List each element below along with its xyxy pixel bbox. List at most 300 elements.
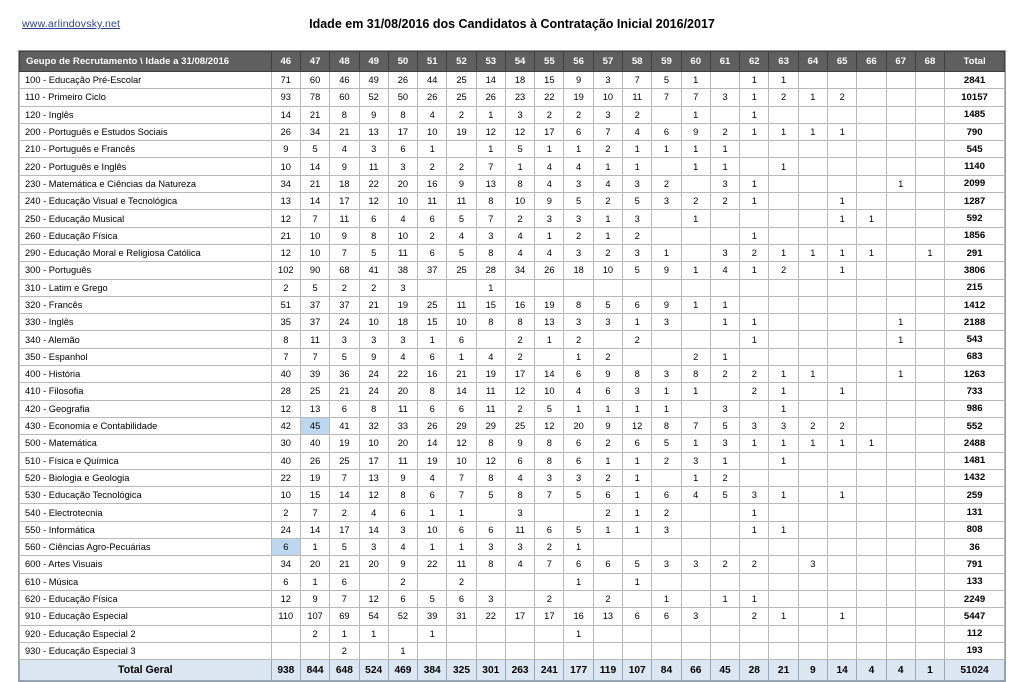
- cell-age-64: [798, 487, 827, 504]
- table-row: [20, 539, 1005, 556]
- cell-age-55: 4: [535, 175, 564, 192]
- cell-age-67: [886, 141, 915, 158]
- cell-age-51: 16: [418, 366, 447, 383]
- cell-age-55: [535, 348, 564, 365]
- cell-age-48: 4: [330, 141, 359, 158]
- cell-age-67: [886, 573, 915, 590]
- cell-age-54: 2: [505, 400, 534, 417]
- column-header-age-51: 51: [418, 52, 447, 72]
- cell-age-51: 25: [418, 296, 447, 313]
- cell-age-60: [681, 521, 710, 538]
- cell-age-64: 1: [798, 123, 827, 140]
- cell-age-53: 8: [476, 435, 505, 452]
- cell-age-60: 3: [681, 556, 710, 573]
- cell-age-62: 1: [740, 504, 769, 521]
- cell-age-50: 10: [388, 227, 417, 244]
- cell-age-68: [915, 452, 944, 469]
- row-total: 215: [945, 279, 1005, 296]
- cell-age-63: [769, 227, 798, 244]
- cell-age-65: 1: [828, 210, 857, 227]
- cell-age-65: [828, 296, 857, 313]
- row-total: 2188: [945, 314, 1005, 331]
- site-link[interactable]: www.arlindovsky.net: [22, 18, 121, 30]
- cell-age-65: 1: [828, 608, 857, 625]
- cell-age-64: [798, 590, 827, 607]
- column-header-age-65: 65: [828, 52, 857, 72]
- table-row: [20, 158, 1005, 175]
- cell-age-48: 36: [330, 366, 359, 383]
- column-header-age-60: 60: [681, 52, 710, 72]
- cell-age-53: 1: [476, 279, 505, 296]
- cell-age-58: 1: [623, 141, 652, 158]
- cell-age-60: [681, 400, 710, 417]
- cell-age-51: 15: [418, 314, 447, 331]
- cell-age-50: 4: [388, 210, 417, 227]
- cell-age-63: 1: [769, 244, 798, 261]
- cell-age-68: [915, 106, 944, 123]
- cell-age-66: [857, 504, 886, 521]
- cell-age-58: [623, 625, 652, 642]
- row-total: 1263: [945, 366, 1005, 383]
- column-header-age-58: 58: [623, 52, 652, 72]
- cell-age-54: 1: [505, 158, 534, 175]
- cell-age-58: 1: [623, 521, 652, 538]
- cell-age-58: 5: [623, 193, 652, 210]
- cell-age-66: [857, 158, 886, 175]
- cell-age-67: [886, 383, 915, 400]
- cell-age-68: [915, 504, 944, 521]
- cell-age-50: 11: [388, 400, 417, 417]
- cell-age-60: 1: [681, 435, 710, 452]
- cell-age-66: [857, 590, 886, 607]
- cell-age-56: [564, 590, 593, 607]
- cell-age-54: 6: [505, 452, 534, 469]
- cell-age-59: 1: [652, 400, 681, 417]
- cell-age-63: 2: [769, 262, 798, 279]
- cell-age-55: 6: [535, 521, 564, 538]
- cell-age-50: 20: [388, 175, 417, 192]
- row-label: 320 - Francês: [20, 296, 272, 313]
- cell-age-66: [857, 227, 886, 244]
- cell-age-68: [915, 590, 944, 607]
- cell-age-66: [857, 348, 886, 365]
- cell-age-51: [418, 642, 447, 659]
- cell-age-53: [476, 642, 505, 659]
- row-total: 1140: [945, 158, 1005, 175]
- cell-age-59: 3: [652, 556, 681, 573]
- cell-age-64: 1: [798, 366, 827, 383]
- footer-total-age-51: 384: [418, 660, 447, 681]
- cell-age-68: [915, 158, 944, 175]
- cell-age-55: 10: [535, 383, 564, 400]
- cell-age-59: 9: [652, 296, 681, 313]
- cell-age-68: [915, 556, 944, 573]
- row-label: 610 - Música: [20, 573, 272, 590]
- cell-age-49: 52: [359, 89, 388, 106]
- cell-age-47: 11: [300, 331, 329, 348]
- cell-age-52: 7: [447, 469, 476, 486]
- cell-age-67: [886, 348, 915, 365]
- cell-age-57: 7: [593, 123, 622, 140]
- cell-age-57: 3: [593, 314, 622, 331]
- cell-age-53: 1: [476, 141, 505, 158]
- cell-age-57: 2: [593, 590, 622, 607]
- row-label: 200 - Português e Estudos Sociais: [20, 123, 272, 140]
- cell-age-62: 1: [740, 314, 769, 331]
- cell-age-46: 2: [271, 504, 300, 521]
- cell-age-47: 19: [300, 469, 329, 486]
- cell-age-63: [769, 539, 798, 556]
- cell-age-55: 14: [535, 366, 564, 383]
- cell-age-47: 14: [300, 193, 329, 210]
- cell-age-61: 3: [710, 244, 739, 261]
- cell-age-46: 12: [271, 210, 300, 227]
- cell-age-51: 6: [418, 348, 447, 365]
- column-header-age-64: 64: [798, 52, 827, 72]
- row-total: 133: [945, 573, 1005, 590]
- cell-age-53: 8: [476, 469, 505, 486]
- row-label: 400 - História: [20, 366, 272, 383]
- cell-age-52: 11: [447, 193, 476, 210]
- cell-age-57: [593, 573, 622, 590]
- cell-age-50: 20: [388, 383, 417, 400]
- cell-age-68: [915, 141, 944, 158]
- cell-age-51: 1: [418, 141, 447, 158]
- table-row: [20, 366, 1005, 383]
- cell-age-50: 6: [388, 504, 417, 521]
- cell-age-49: 3: [359, 539, 388, 556]
- cell-age-66: [857, 193, 886, 210]
- cell-age-53: 3: [476, 539, 505, 556]
- cell-age-49: 22: [359, 175, 388, 192]
- column-header-age-63: 63: [769, 52, 798, 72]
- cell-age-49: 3: [359, 331, 388, 348]
- cell-age-58: 2: [623, 331, 652, 348]
- cell-age-51: 19: [418, 452, 447, 469]
- cell-age-63: [769, 175, 798, 192]
- cell-age-47: 45: [300, 417, 329, 434]
- cell-age-50: 3: [388, 521, 417, 538]
- cell-age-60: 4: [681, 487, 710, 504]
- cell-age-47: 2: [300, 625, 329, 642]
- cell-age-68: [915, 521, 944, 538]
- cell-age-58: 1: [623, 469, 652, 486]
- cell-age-68: [915, 262, 944, 279]
- cell-age-46: 21: [271, 227, 300, 244]
- cell-age-52: 7: [447, 487, 476, 504]
- cell-age-57: 10: [593, 262, 622, 279]
- cell-age-53: 5: [476, 487, 505, 504]
- cell-age-59: 9: [652, 262, 681, 279]
- cell-age-67: [886, 469, 915, 486]
- cell-age-67: 1: [886, 366, 915, 383]
- cell-age-51: 14: [418, 435, 447, 452]
- cell-age-46: 40: [271, 366, 300, 383]
- row-total: 112: [945, 625, 1005, 642]
- cell-age-56: 1: [564, 625, 593, 642]
- cell-age-53: 26: [476, 89, 505, 106]
- cell-age-62: [740, 141, 769, 158]
- cell-age-49: 24: [359, 366, 388, 383]
- cell-age-59: [652, 158, 681, 175]
- cell-age-56: 3: [564, 469, 593, 486]
- cell-age-64: [798, 383, 827, 400]
- cell-age-61: [710, 521, 739, 538]
- cell-age-46: 22: [271, 469, 300, 486]
- cell-age-64: 2: [798, 417, 827, 434]
- cell-age-55: [535, 279, 564, 296]
- cell-age-52: 10: [447, 452, 476, 469]
- cell-age-54: [505, 573, 534, 590]
- row-label: 350 - Espanhol: [20, 348, 272, 365]
- cell-age-68: [915, 625, 944, 642]
- cell-age-67: [886, 89, 915, 106]
- cell-age-48: 17: [330, 521, 359, 538]
- cell-age-51: 37: [418, 262, 447, 279]
- cell-age-59: [652, 469, 681, 486]
- cell-age-66: [857, 296, 886, 313]
- cell-age-60: 2: [681, 348, 710, 365]
- table-row: [20, 487, 1005, 504]
- cell-age-67: [886, 279, 915, 296]
- row-label: 510 - Física e Química: [20, 452, 272, 469]
- cell-age-50: 6: [388, 590, 417, 607]
- cell-age-56: 4: [564, 158, 593, 175]
- cell-age-46: 42: [271, 417, 300, 434]
- cell-age-54: [505, 279, 534, 296]
- row-total: 683: [945, 348, 1005, 365]
- cell-age-48: 3: [330, 331, 359, 348]
- cell-age-52: 2: [447, 106, 476, 123]
- cell-age-46: 10: [271, 487, 300, 504]
- cell-age-65: [828, 556, 857, 573]
- cell-age-49: 5: [359, 244, 388, 261]
- row-total: 592: [945, 210, 1005, 227]
- cell-age-68: [915, 417, 944, 434]
- cell-age-59: 6: [652, 608, 681, 625]
- cell-age-46: 110: [271, 608, 300, 625]
- cell-age-67: [886, 400, 915, 417]
- cell-age-62: [740, 625, 769, 642]
- cell-age-57: 3: [593, 106, 622, 123]
- cell-age-50: 22: [388, 366, 417, 383]
- cell-age-63: 1: [769, 435, 798, 452]
- cell-age-65: [828, 141, 857, 158]
- cell-age-50: 18: [388, 314, 417, 331]
- cell-age-55: 12: [535, 417, 564, 434]
- cell-age-54: 4: [505, 469, 534, 486]
- cell-age-66: [857, 141, 886, 158]
- cell-age-46: 12: [271, 590, 300, 607]
- cell-age-67: [886, 296, 915, 313]
- cell-age-65: [828, 521, 857, 538]
- cell-age-59: [652, 331, 681, 348]
- cell-age-62: [740, 296, 769, 313]
- cell-age-67: [886, 521, 915, 538]
- cell-age-54: 11: [505, 521, 534, 538]
- cell-age-47: 13: [300, 400, 329, 417]
- row-label: 110 - Primeiro Ciclo: [20, 89, 272, 106]
- cell-age-55: 3: [535, 210, 564, 227]
- cell-age-61: [710, 72, 739, 89]
- cell-age-48: 60: [330, 89, 359, 106]
- row-total: 545: [945, 141, 1005, 158]
- column-header-age-62: 62: [740, 52, 769, 72]
- cell-age-64: [798, 158, 827, 175]
- cell-age-56: 1: [564, 573, 593, 590]
- cell-age-46: 6: [271, 573, 300, 590]
- cell-age-61: 3: [710, 175, 739, 192]
- cell-age-55: [535, 504, 564, 521]
- cell-age-46: 8: [271, 331, 300, 348]
- footer-label: Total Geral: [20, 660, 272, 681]
- cell-age-53: 22: [476, 608, 505, 625]
- cell-age-54: 3: [505, 504, 534, 521]
- cell-age-52: 4: [447, 227, 476, 244]
- cell-age-53: 4: [476, 348, 505, 365]
- row-label: 250 - Educação Musical: [20, 210, 272, 227]
- footer-total-age-49: 524: [359, 660, 388, 681]
- cell-age-55: 1: [535, 227, 564, 244]
- cell-age-48: 1: [330, 625, 359, 642]
- cell-age-51: 44: [418, 72, 447, 89]
- row-total: 2099: [945, 175, 1005, 192]
- cell-age-60: 1: [681, 469, 710, 486]
- cell-age-47: 7: [300, 210, 329, 227]
- cell-age-64: [798, 608, 827, 625]
- cell-age-56: 20: [564, 417, 593, 434]
- cell-age-64: [798, 573, 827, 590]
- cell-age-65: [828, 504, 857, 521]
- column-header-age-68: 68: [915, 52, 944, 72]
- row-label: 260 - Educação Física: [20, 227, 272, 244]
- cell-age-54: 10: [505, 193, 534, 210]
- column-header-age-59: 59: [652, 52, 681, 72]
- cell-age-48: 7: [330, 469, 359, 486]
- cell-age-47: 10: [300, 227, 329, 244]
- cell-age-46: 30: [271, 435, 300, 452]
- cell-age-58: 6: [623, 435, 652, 452]
- row-total: 1432: [945, 469, 1005, 486]
- cell-age-61: 1: [710, 296, 739, 313]
- cell-age-68: [915, 227, 944, 244]
- cell-age-55: 22: [535, 89, 564, 106]
- cell-age-59: 7: [652, 89, 681, 106]
- cell-age-55: 5: [535, 400, 564, 417]
- cell-age-68: 1: [915, 244, 944, 261]
- cell-age-51: 10: [418, 123, 447, 140]
- cell-age-67: [886, 608, 915, 625]
- cell-age-52: [447, 279, 476, 296]
- cell-age-61: [710, 504, 739, 521]
- row-total: 791: [945, 556, 1005, 573]
- cell-age-55: 26: [535, 262, 564, 279]
- cell-age-62: 2: [740, 608, 769, 625]
- cell-age-53: 14: [476, 72, 505, 89]
- table-body: [20, 72, 1005, 660]
- cell-age-59: 1: [652, 383, 681, 400]
- cell-age-49: 10: [359, 314, 388, 331]
- cell-age-56: 3: [564, 210, 593, 227]
- cell-age-61: 1: [710, 158, 739, 175]
- cell-age-54: 17: [505, 608, 534, 625]
- cell-age-55: 2: [535, 539, 564, 556]
- cell-age-68: [915, 193, 944, 210]
- cell-age-66: [857, 175, 886, 192]
- cell-age-56: [564, 279, 593, 296]
- cell-age-52: 2: [447, 573, 476, 590]
- cell-age-59: 3: [652, 193, 681, 210]
- cell-age-63: [769, 296, 798, 313]
- row-total: 10157: [945, 89, 1005, 106]
- cell-age-68: [915, 72, 944, 89]
- cell-age-67: [886, 556, 915, 573]
- cell-age-60: [681, 590, 710, 607]
- cell-age-53: 11: [476, 383, 505, 400]
- cell-age-58: 5: [623, 262, 652, 279]
- grand-total: 51024: [945, 660, 1005, 681]
- cell-age-57: 6: [593, 487, 622, 504]
- cell-age-63: [769, 210, 798, 227]
- cell-age-58: 1: [623, 504, 652, 521]
- cell-age-47: 1: [300, 573, 329, 590]
- table-row: [20, 608, 1005, 625]
- row-label: 430 - Economia e Contabilidade: [20, 417, 272, 434]
- cell-age-53: [476, 331, 505, 348]
- cell-age-59: 1: [652, 141, 681, 158]
- cell-age-47: 20: [300, 556, 329, 573]
- table-row: [20, 469, 1005, 486]
- cell-age-61: [710, 106, 739, 123]
- cell-age-60: [681, 175, 710, 192]
- table-row: [20, 521, 1005, 538]
- cell-age-46: 26: [271, 123, 300, 140]
- cell-age-58: [623, 279, 652, 296]
- cell-age-58: 1: [623, 573, 652, 590]
- cell-age-61: 2: [710, 469, 739, 486]
- cell-age-66: 1: [857, 244, 886, 261]
- cell-age-52: 14: [447, 383, 476, 400]
- cell-age-62: 1: [740, 227, 769, 244]
- cell-age-57: 2: [593, 244, 622, 261]
- cell-age-65: [828, 469, 857, 486]
- row-label: 310 - Latim e Grego: [20, 279, 272, 296]
- cell-age-64: 1: [798, 244, 827, 261]
- cell-age-55: 7: [535, 487, 564, 504]
- table-row: [20, 590, 1005, 607]
- cell-age-49: 12: [359, 590, 388, 607]
- cell-age-68: [915, 573, 944, 590]
- cell-age-51: 26: [418, 89, 447, 106]
- cell-age-49: 13: [359, 123, 388, 140]
- cell-age-59: [652, 279, 681, 296]
- cell-age-61: [710, 573, 739, 590]
- footer-total-age-58: 107: [623, 660, 652, 681]
- cell-age-66: [857, 400, 886, 417]
- cell-age-61: 2: [710, 366, 739, 383]
- cell-age-67: [886, 72, 915, 89]
- cell-age-56: 2: [564, 227, 593, 244]
- cell-age-64: [798, 642, 827, 659]
- cell-age-60: [681, 573, 710, 590]
- cell-age-67: 1: [886, 175, 915, 192]
- cell-age-65: [828, 106, 857, 123]
- cell-age-66: [857, 72, 886, 89]
- row-total: 291: [945, 244, 1005, 261]
- table-footer-row: [20, 660, 1005, 681]
- cell-age-51: 6: [418, 487, 447, 504]
- cell-age-66: [857, 521, 886, 538]
